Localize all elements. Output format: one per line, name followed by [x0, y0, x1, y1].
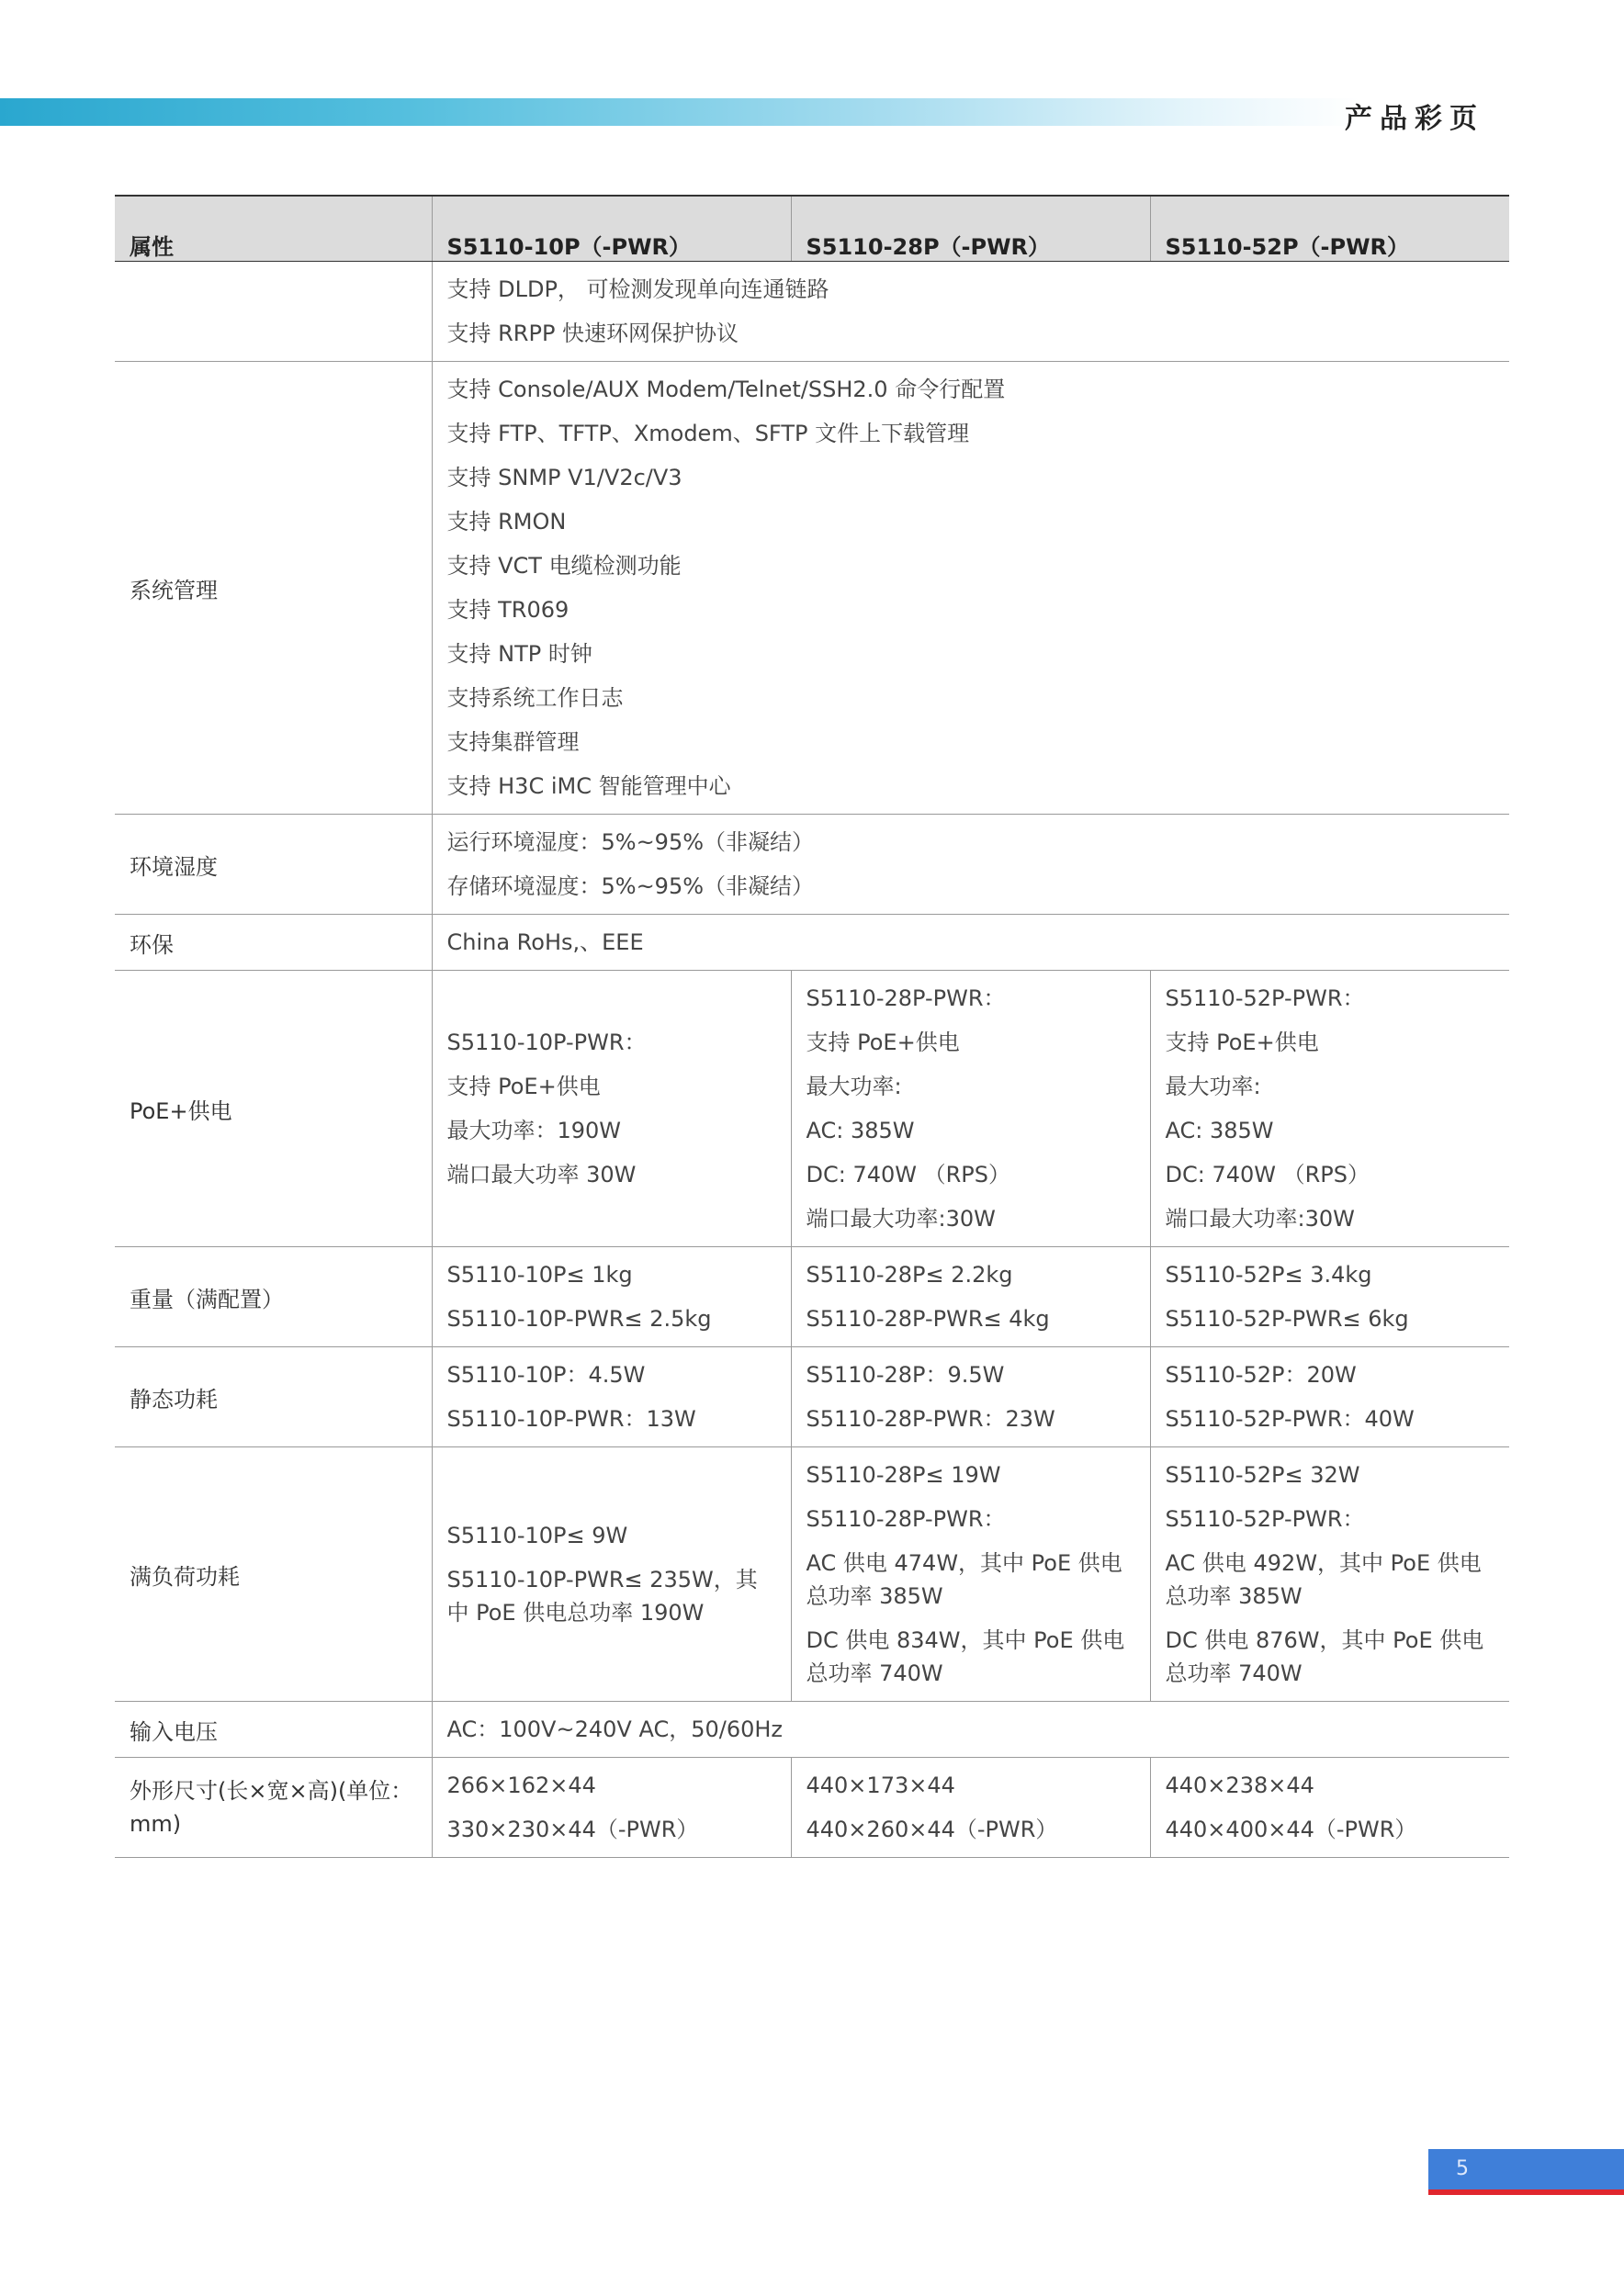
list-item: S5110-28P-PWR：23W: [806, 1406, 1055, 1432]
row-value: [791, 1447, 1150, 1702]
list-item: 支持 RRPP 快速环网保护协议: [446, 321, 739, 346]
list-item: 支持 NTP 时钟: [446, 641, 592, 667]
spec-table: [115, 195, 1509, 1858]
list-item: 330×230×44（-PWR）: [446, 1817, 699, 1842]
table-row: [115, 915, 1509, 971]
list-item: S5110-28P≤ 2.2kg: [806, 1262, 1013, 1288]
list-item: 支持 TR069: [446, 597, 570, 623]
list-item: 266×162×44: [446, 1773, 596, 1798]
table-row: [115, 1247, 1509, 1347]
list-item: S5110-52P≤ 3.4kg: [1165, 1262, 1372, 1288]
list-item: 端口最大功率:30W: [806, 1206, 996, 1232]
row-value: [1150, 1247, 1509, 1347]
list-item: 最大功率:: [806, 1074, 902, 1099]
table-row: [115, 1758, 1509, 1858]
list-item: AC: 385W: [1165, 1118, 1274, 1143]
row-value: [791, 1347, 1150, 1447]
row-value: [432, 915, 1509, 971]
row-label-text: 外形尺寸(长×宽×高)(单位：mm): [130, 1778, 413, 1837]
list-item: S5110-52P-PWR：: [1165, 985, 1365, 1011]
list-item: AC 供电 474W，其中 PoE 供电总功率 385W: [806, 1550, 1122, 1609]
list-item: S5110-10P-PWR：: [446, 1030, 647, 1055]
table-header-row: [115, 196, 1509, 262]
list-item: DC 供电 834W，其中 PoE 供电总功率 740W: [806, 1627, 1125, 1686]
list-item: 存储环境湿度：5%~95%（非凝结）: [446, 873, 815, 899]
table-row: [115, 971, 1509, 1247]
header-s5110-28p: S5110-28P（-PWR）: [791, 196, 1150, 262]
list-item: 440×260×44（-PWR）: [806, 1817, 1058, 1842]
list-item: S5110-10P≤ 9W: [446, 1523, 628, 1548]
list-item: S5110-28P-PWR：: [806, 1506, 1006, 1532]
list-item: S5110-28P-PWR≤ 4kg: [806, 1306, 1050, 1332]
row-label: 系统管理: [115, 362, 432, 815]
row-value: [791, 1758, 1150, 1858]
row-value: [432, 262, 1509, 362]
row-value: [1150, 1347, 1509, 1447]
list-item: 440×173×44: [806, 1773, 955, 1798]
list-item: S5110-52P≤ 32W: [1165, 1462, 1360, 1488]
list-item: 支持 RMON: [446, 509, 567, 535]
row-label: 静态功耗: [115, 1347, 432, 1447]
list-item: AC: 385W: [806, 1118, 915, 1143]
list-item: China RoHs,、EEE: [446, 929, 644, 955]
list-item: 支持 PoE+供电: [806, 1030, 960, 1055]
list-item: 支持 PoE+供电: [1165, 1030, 1319, 1055]
table-row: [115, 1702, 1509, 1758]
page-number: 5: [1428, 2149, 1624, 2189]
row-value: [1150, 1447, 1509, 1702]
row-value: [432, 1702, 1509, 1758]
row-label: [115, 1758, 432, 1858]
list-item: S5110-52P-PWR：: [1165, 1506, 1365, 1532]
list-item: DC: 740W （RPS）: [1165, 1162, 1370, 1187]
list-item: S5110-10P-PWR：13W: [446, 1406, 696, 1432]
row-value: [432, 1247, 791, 1347]
page-number-accent: [1428, 2189, 1624, 2195]
row-label: PoE+供电: [115, 971, 432, 1247]
table-row: [115, 262, 1509, 362]
list-item: S5110-10P≤ 1kg: [446, 1262, 633, 1288]
row-value: [432, 815, 1509, 915]
table-row: [115, 815, 1509, 915]
table-row: [115, 1447, 1509, 1702]
row-label: 环境湿度: [115, 815, 432, 915]
list-item: S5110-28P-PWR：: [806, 985, 1006, 1011]
row-value: [1150, 1758, 1509, 1858]
list-item: 支持集群管理: [446, 729, 580, 755]
row-value: [791, 971, 1150, 1247]
table-row: [115, 1347, 1509, 1447]
list-item: S5110-10P-PWR≤ 2.5kg: [446, 1306, 712, 1332]
list-item: 支持 Console/AUX Modem/Telnet/SSH2.0 命令行配置: [446, 377, 1006, 402]
list-item: S5110-10P-PWR≤ 235W，其中 PoE 供电总功率 190W: [446, 1567, 758, 1626]
row-label: 输入电压: [115, 1702, 432, 1758]
list-item: S5110-52P-PWR≤ 6kg: [1165, 1306, 1409, 1332]
list-item: 支持 PoE+供电: [446, 1074, 601, 1099]
list-item: 支持 SNMP V1/V2c/V3: [446, 465, 682, 490]
row-value: [791, 1247, 1150, 1347]
header-attribute: 属性: [115, 196, 432, 262]
list-item: 运行环境湿度：5%~95%（非凝结）: [446, 829, 815, 855]
row-label: 环保: [115, 915, 432, 971]
list-item: AC 供电 492W，其中 PoE 供电总功率 385W: [1165, 1550, 1482, 1609]
list-item: S5110-52P-PWR：40W: [1165, 1406, 1415, 1432]
list-item: 支持 DLDP， 可检测发现单向连通链路: [446, 276, 829, 302]
list-item: 端口最大功率 30W: [446, 1162, 637, 1187]
list-item: S5110-10P：4.5W: [446, 1362, 646, 1388]
row-label: 重量（满配置）: [115, 1247, 432, 1347]
list-item: DC 供电 876W，其中 PoE 供电总功率 740W: [1165, 1627, 1484, 1686]
header-s5110-10p: S5110-10P（-PWR）: [432, 196, 791, 262]
list-item: 支持系统工作日志: [446, 685, 624, 711]
list-item: S5110-52P：20W: [1165, 1362, 1357, 1388]
list-item: 端口最大功率:30W: [1165, 1206, 1355, 1232]
list-item: S5110-28P≤ 19W: [806, 1462, 1001, 1488]
header-s5110-52p: S5110-52P（-PWR）: [1150, 196, 1509, 262]
list-item: 440×238×44: [1165, 1773, 1314, 1798]
document-header-title: 产品彩页: [1345, 103, 1484, 135]
row-value: [432, 1447, 791, 1702]
row-value: [432, 1758, 791, 1858]
list-item: 支持 FTP、TFTP、Xmodem、SFTP 文件上下载管理: [446, 421, 970, 446]
list-item: 最大功率：190W: [446, 1118, 622, 1143]
list-item: 440×400×44（-PWR）: [1165, 1817, 1417, 1842]
header-gradient-bar: [0, 98, 1359, 126]
list-item: 支持 H3C iMC 智能管理中心: [446, 773, 731, 799]
row-value: [1150, 971, 1509, 1247]
row-label: 满负荷功耗: [115, 1447, 432, 1702]
list-item: AC：100V~240V AC，50/60Hz: [446, 1716, 784, 1742]
list-item: S5110-28P：9.5W: [806, 1362, 1005, 1388]
row-value: [432, 971, 791, 1247]
list-item: 最大功率:: [1165, 1074, 1261, 1099]
row-value: [432, 362, 1509, 815]
list-item: 支持 VCT 电缆检测功能: [446, 553, 682, 579]
row-label: [115, 262, 432, 362]
list-item: DC: 740W （RPS）: [806, 1162, 1011, 1187]
row-value: [432, 1347, 791, 1447]
table-row: [115, 362, 1509, 815]
